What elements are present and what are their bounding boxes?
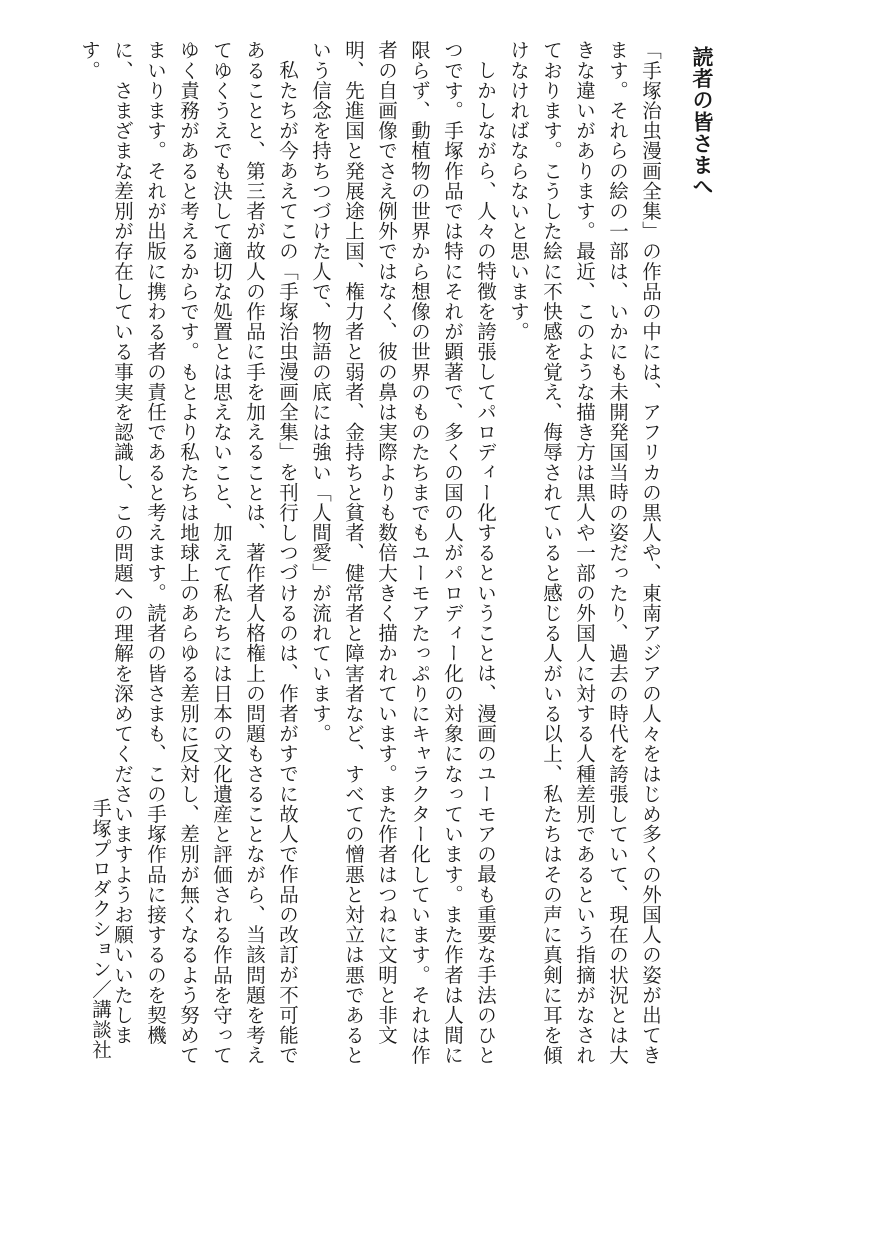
paragraph-1: 「手塚治虫漫画全集」の作品の中には、アフリカの黒人や、東南アジアの人々をはじめ多くの外国人の姿が出てきます。それらの絵の一部は、いかにも未開発国当時の姿だったり、過去の時代を誇張していて、現在の状況とは大きな違いがあります。最近、このような描き方は黒人や一部の外国人に対する人種差別であるという指摘がなされております。こうした絵に不快感を覚え、侮辱されていると感じる人がいる以上、私たちはその声に真剣に耳を傾けなければならないと思います。 (507, 40, 662, 1066)
paragraph-3: 私たちが今あえてこの「手塚治虫漫画全集」を刊行しつづけるのは、作者がすでに故人で作品の改訂が不可能であることと、第三者が故人の作品に手を加えることは、著作者人格権上の問題もさることながら、当該問題を考えてゆくうえでも決して適切な処置とは思えないこと、加えて私たちには日本の文化遺産と評価される作品を守ってゆく責務があると考えるからです。もとより私たちは地球上のあらゆる差別に反対し、差別が無くなるよう努めてまいります。それが出版に携わる者の責任であると考えます。読者の皆さまも、この手塚作品に接するのを契機に、さまざまな差別が存在している事実を認識し、この問題への理解を深めてくださいますようお願いいたします。 (78, 40, 299, 1066)
reader-notice (73, 40, 719, 1080)
publisher-signature: 手塚プロダクション／講談社 (89, 798, 112, 1060)
notice-title: 読者の皆さまへ (690, 46, 715, 198)
notice-body (73, 40, 667, 1080)
paragraph-2: しかしながら、人々の特徴を誇張してパロディー化するということは、漫画のユーモアの最も重要な手法のひとつです。手塚作品では特にそれが顕著で、多くの国の人がパロディー化の対象になっています。また作者は人間に限らず、動植物の世界から想像の世界のものたちまでもユーモアたっぷりにキャラクター化しています。それは作者の自画像でさえ例外ではなく、彼の鼻は実際よりも数倍大きく描かれています。また作者はつねに文明と非文明、先進国と発展途上国、権力者と弱者、金持ちと貧者、健常者と障害者など、すべての憎悪と対立は悪であるという信念を持ちつづけた人で、物語の底には強い「人間愛」が流れています。 (309, 40, 497, 1066)
